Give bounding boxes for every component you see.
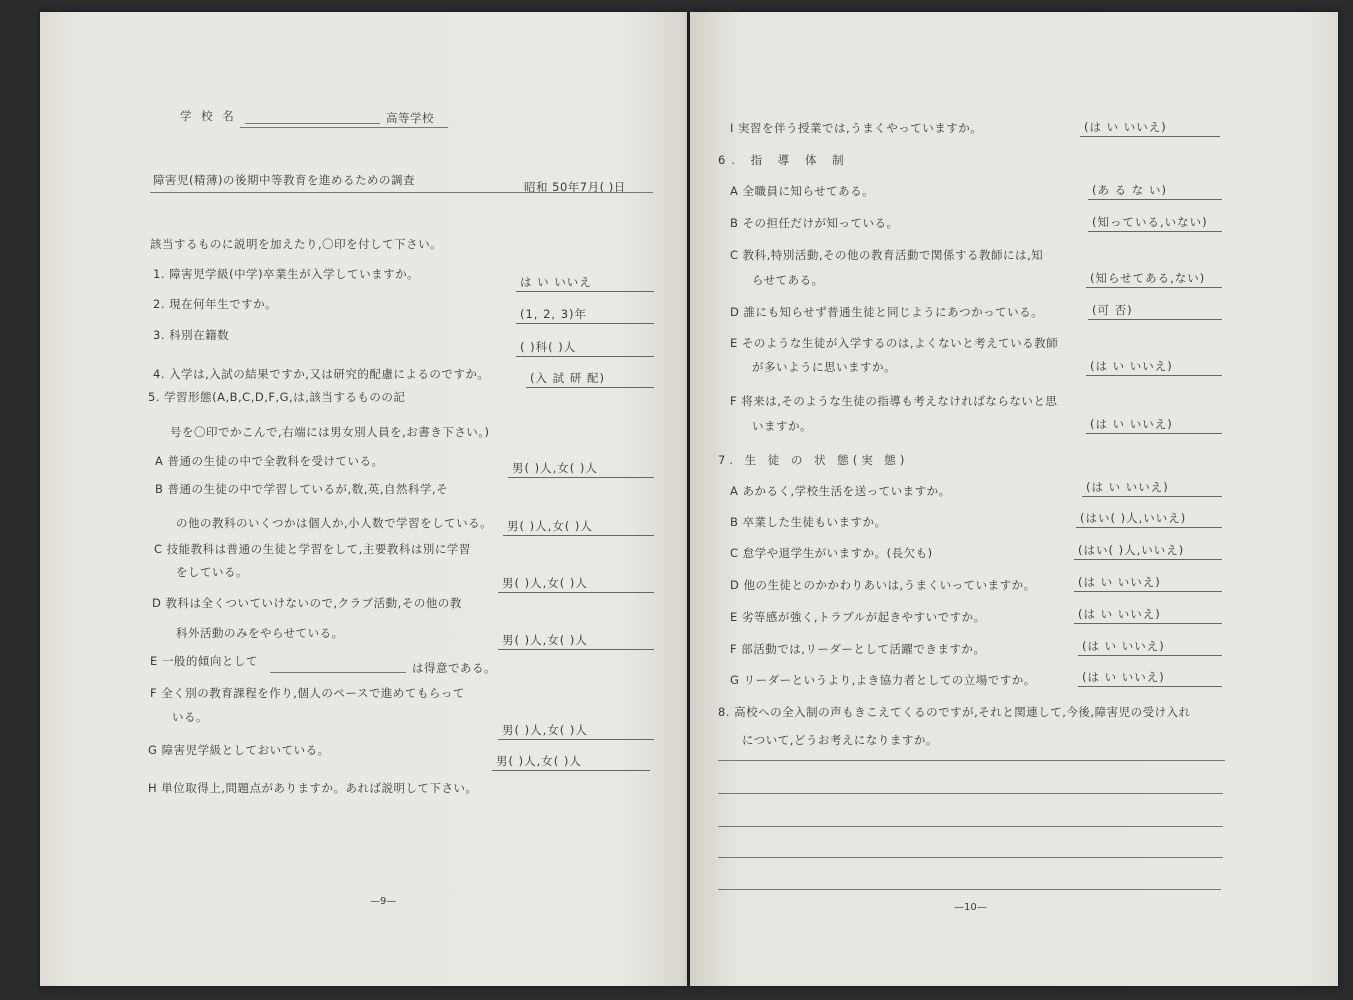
- s7B-text: B 卒業した生徒もいますか。: [730, 515, 887, 529]
- s7F-text: F 部活動では,リーダーとして活躍できますか。: [730, 642, 986, 656]
- q1-text: 1. 障害児学級(中学)卒業生が入学していますか。: [153, 267, 420, 281]
- s6E-line1: E そのような生徒が入学するのは,よくないと考えている教師: [730, 336, 1059, 350]
- answer-line-4[interactable]: [718, 857, 1223, 858]
- qB-line1: B 普通の生徒の中で学習しているが,数,英,自然科学,そ: [155, 482, 449, 496]
- section-8-line2: について,どうお考えになりますか。: [742, 733, 938, 747]
- s6C-line2: らせてある。: [752, 273, 824, 287]
- q3-answer[interactable]: ( )科( )人: [516, 339, 654, 357]
- qB-line2: の他の教科のいくつかは個人か,小人数で学習をしている。: [176, 516, 493, 530]
- s6A-answer[interactable]: (あ る な い): [1088, 182, 1222, 200]
- survey-date: 昭和 50年7月( )日: [524, 180, 626, 194]
- s6D-text: D 誰にも知らせず普通生徒と同じようにあつかっている。: [730, 305, 1044, 319]
- qE-suffix: は得意である。: [412, 661, 496, 675]
- s6E-line2: が多いように思いますか。: [752, 360, 896, 374]
- school-name-label: 学 校 名: [180, 109, 237, 123]
- qC-line1: C 技能教科は普通の生徒と学習をして,主要教科は別に学習: [154, 542, 471, 556]
- s7D-answer[interactable]: (は い いいえ): [1074, 574, 1222, 592]
- qA-text: A 普通の生徒の中で全教科を受けている。: [155, 454, 384, 468]
- s7C-text: C 怠学や退学生がいますか。(長欠も): [730, 546, 933, 560]
- instructions: 該当するものに説明を加えたり,〇印を付して下さい。: [150, 237, 443, 251]
- s6C-line1: C 教科,特別活動,その他の教育活動で関係する教師には,知: [730, 248, 1044, 262]
- s6C-answer[interactable]: (知らせてある,ない): [1086, 270, 1222, 288]
- qF-line2: いる。: [172, 710, 208, 724]
- answer-line-5[interactable]: [718, 889, 1221, 890]
- school-name-field[interactable]: [245, 123, 380, 124]
- q2-text: 2. 現在何年生ですか。: [153, 297, 278, 311]
- survey-title: 障害児(精薄)の後期中等教育を進めるための調査: [153, 173, 415, 187]
- s6F-answer[interactable]: (は い いいえ): [1086, 416, 1222, 434]
- page-number-left: —9—: [370, 896, 397, 907]
- s6F-line1: F 将来は,そのような生徒の指導も考えなければならないと思: [730, 394, 1058, 408]
- section-7-title: 7. 生 徒 の 状 態(実 態): [718, 453, 909, 467]
- q3-text: 3. 科別在籍数: [153, 328, 230, 342]
- qI-text: I 実習を伴う授業では,うまくやっていますか。: [730, 121, 983, 135]
- page-number-right: —10—: [954, 902, 987, 913]
- qB-answer[interactable]: 男( )人,女( )人: [503, 518, 654, 536]
- s6B-text: B その担任だけが知っている。: [730, 216, 899, 230]
- answer-line-2[interactable]: [718, 793, 1223, 794]
- s6A-text: A 全職員に知らせてある。: [730, 184, 875, 198]
- answer-line-1[interactable]: [718, 760, 1225, 761]
- qC-line2: をしている。: [176, 565, 248, 579]
- qH-text: H 単位取得上,問題点がありますか。あれば説明して下さい。: [148, 781, 478, 795]
- s7E-text: E 劣等感が強く,トラブルが起きやすいですか。: [730, 610, 986, 624]
- s7G-answer[interactable]: (は い いいえ): [1078, 669, 1222, 687]
- right-page: [690, 12, 1338, 986]
- qI-answer[interactable]: (は い いいえ): [1080, 119, 1220, 137]
- qE-prefix: E 一般的傾向として: [150, 654, 258, 668]
- qA-answer[interactable]: 男( )人,女( )人: [508, 460, 654, 478]
- s6D-answer[interactable]: (可 否): [1088, 302, 1222, 320]
- qF-answer[interactable]: 男( )人,女( )人: [498, 722, 654, 740]
- school-underline: [240, 127, 448, 128]
- s7B-answer[interactable]: (はい( )人,いいえ): [1076, 510, 1222, 528]
- answer-line-3[interactable]: [718, 826, 1223, 827]
- q5-line1: 5. 学習形態(A,B,C,D,F,G,は,該当するものの記: [148, 390, 406, 404]
- section-8-line1: 8. 高校への全入制の声もきこえてくるのですが,それと関連して,今後,障害児の受け入れ: [718, 705, 1191, 719]
- q1-answer[interactable]: は い いいえ: [516, 274, 654, 292]
- s7D-text: D 他の生徒とのかかわりあいは,うまくいっていますか。: [730, 578, 1036, 592]
- s7C-answer[interactable]: (はい( )人,いいえ): [1074, 542, 1222, 560]
- qD-line2: 科外活動のみをやらせている。: [176, 626, 344, 640]
- qD-line1: D 教科は全くついていけないので,クラブ活動,その他の教: [152, 596, 462, 610]
- s7A-answer[interactable]: (は い いいえ): [1082, 479, 1222, 497]
- qC-answer[interactable]: 男( )人,女( )人: [498, 575, 654, 593]
- q2-answer[interactable]: (1, 2, 3)年: [516, 306, 654, 324]
- school-suffix: 高等学校: [386, 111, 434, 125]
- section-6-title: 6. 指 導 体 制: [718, 153, 850, 167]
- s7F-answer[interactable]: (は い いいえ): [1078, 638, 1222, 656]
- q4-answer[interactable]: (入 試 研 配): [526, 370, 654, 388]
- s6B-answer[interactable]: (知っている,いない): [1088, 214, 1222, 232]
- title-underline: [150, 192, 653, 193]
- q4-text: 4. 入学は,入試の結果ですか,又は研究的配慮によるのですか。: [153, 367, 490, 381]
- s6E-answer[interactable]: (は い いいえ): [1086, 358, 1222, 376]
- qG-answer[interactable]: 男( )人,女( )人: [492, 753, 650, 771]
- s7A-text: A あかるく,学校生活を送っていますか。: [730, 484, 951, 498]
- qG-text: G 障害児学級としておいている。: [148, 743, 330, 757]
- s7E-answer[interactable]: (は い いいえ): [1074, 606, 1222, 624]
- qE-blank[interactable]: [270, 672, 406, 673]
- s6F-line2: いますか。: [752, 419, 812, 433]
- q5-line2: 号を〇印でかこんで,右端には男女別人員を,お書き下さい。): [170, 425, 490, 439]
- qD-answer[interactable]: 男( )人,女( )人: [498, 632, 654, 650]
- qF-line1: F 全く別の教育課程を作り,個人のペースで進めてもらって: [150, 686, 465, 700]
- left-page: [40, 12, 687, 986]
- s7G-text: G リーダーというより,よき協力者としての立場ですか。: [730, 673, 1036, 687]
